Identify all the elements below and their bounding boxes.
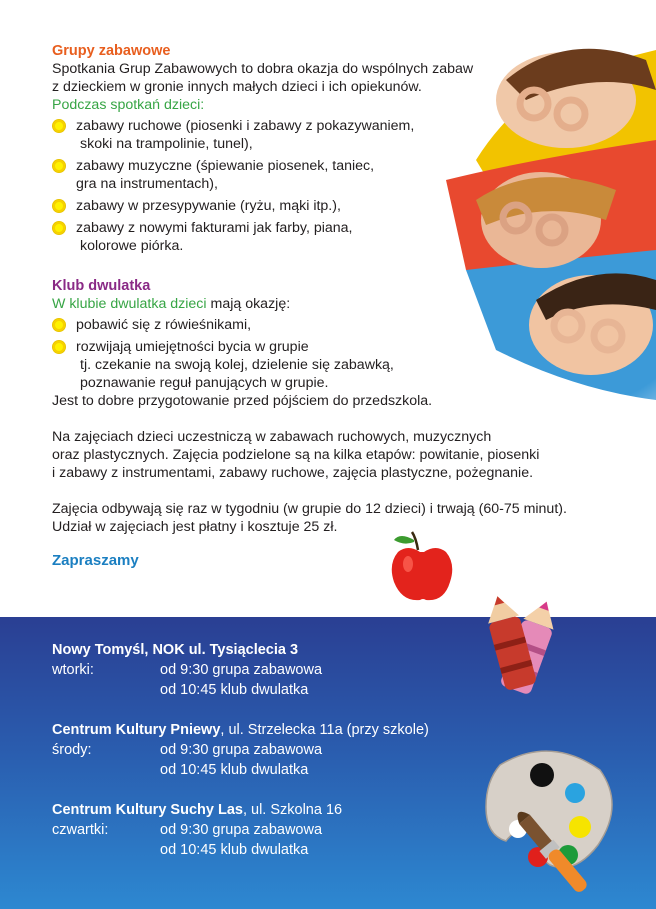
info-line-3: i zabawy z instrumentami, zabawy ruchowe, zajęcia plastyczne, pożegnanie.	[52, 465, 534, 481]
bullet-icon	[53, 341, 65, 353]
info-line-4: Zajęcia odbywają się raz w tygodniu (w grupie do 12 dzieci) i trwają (60-75 minut).	[52, 501, 567, 517]
apple-icon	[390, 530, 456, 606]
location-line: Centrum Kultury Pniewy, ul. Strzelecka 11a (przy szkole)	[52, 722, 429, 738]
list-item: zabawy ruchowe (piosenki i zabawy z pokazywaniem, skoki na trampolinie, tunel),	[52, 117, 612, 153]
schedule-row: od 10:45 klub dwulatka	[160, 842, 309, 858]
schedule-list	[52, 640, 572, 880]
location-line: Centrum Kultury Suchy Las, ul. Szkolna 16	[52, 802, 343, 818]
info-line-1: Na zajęciach dzieci uczestniczą w zabawach ruchowych, muzycznych	[52, 429, 492, 445]
list-item: zabawy w przesypywanie (ryżu, mąki itp.),	[52, 197, 612, 215]
bullet-icon	[53, 222, 65, 234]
bullet-icon	[53, 160, 65, 172]
bullet-icon	[53, 319, 65, 331]
intro-line-1: Spotkania Grup Zabawowych to dobra okazja do wspólnych zabaw	[52, 61, 474, 77]
grupy-list	[52, 117, 612, 255]
intro-line-2: z dzieckiem w gronie innych małych dzieci i ich opiekunów.	[52, 79, 422, 95]
bullet-icon	[53, 120, 65, 132]
bullet-icon	[53, 200, 65, 212]
schedule-row: od 10:45 klub dwulatka	[160, 682, 309, 698]
info-line-2: oraz plastycznych. Zajęcia podzielone są na kilka etapów: powitanie, piosenki	[52, 447, 540, 463]
list-item: zabawy z nowymi fakturami jak farby, piana, kolorowe piórka.	[52, 219, 612, 255]
invite-heading: Zapraszamy	[52, 552, 139, 569]
list-item: zabawy muzyczne (śpiewanie piosenek, taniec, gra na instrumentach),	[52, 157, 612, 193]
schedule-block	[52, 800, 572, 860]
klub-closing: Jest to dobre przygotowanie przed pójściem do przedszkola.	[52, 393, 433, 409]
grupy-subhead: Podczas spotkań dzieci:	[52, 97, 205, 113]
list-item: rozwijają umiejętności bycia w grupie tj. czekanie na swoją kolej, dzielenie się zabawką, poznawanie reguł panujących w grupie.	[52, 338, 612, 392]
schedule-block	[52, 640, 572, 700]
klub-subhead: W klubie dwulatka dzieci mają okazję:	[52, 296, 291, 312]
info-line-5: Udział w zajęciach jest płatny i kosztuje 25 zł.	[52, 519, 338, 535]
klub-list	[52, 316, 612, 392]
heading-grupy-zabawowe: Grupy zabawowe	[52, 43, 171, 59]
schedule-row: od 10:45 klub dwulatka	[160, 762, 309, 778]
schedule-row: wtorki: od 9:30 grupa zabawowa	[52, 662, 323, 678]
schedule-row: czwartki: od 9:30 grupa zabawowa	[52, 822, 323, 838]
heading-klub-dwulatka: Klub dwulatka	[52, 278, 151, 294]
main-content	[52, 42, 612, 570]
schedule-block	[52, 720, 572, 780]
schedule-row: środy: od 9:30 grupa zabawowa	[52, 742, 323, 758]
list-item: pobawić się z rówieśnikami,	[52, 316, 612, 334]
location-line: Nowy Tomyśl, NOK ul. Tysiąclecia 3	[52, 642, 299, 658]
